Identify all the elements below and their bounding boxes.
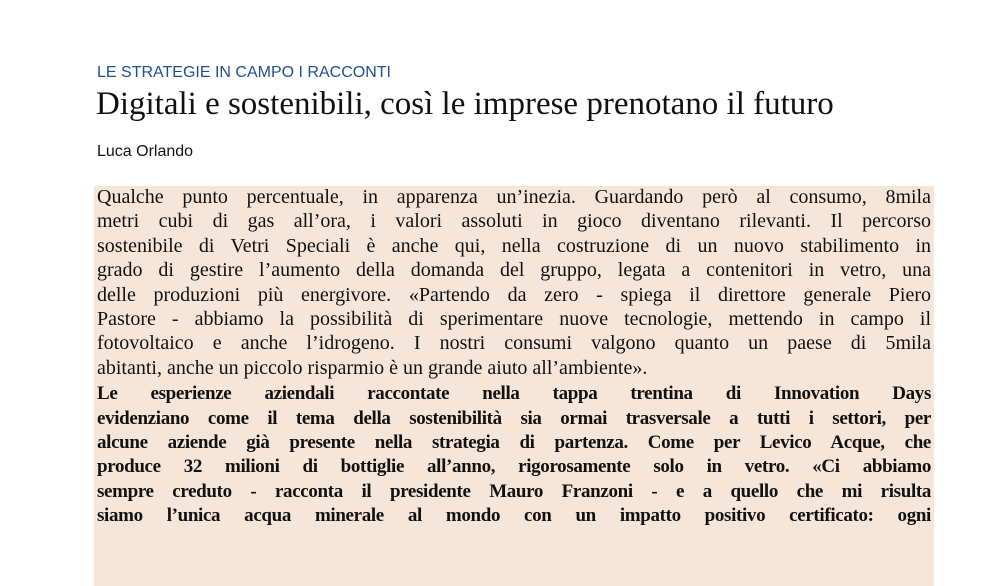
paragraph-2-bold xyxy=(94,383,934,529)
text-line: evidenziano come il tema della sostenibilità sia ormai trasversale a tutti i settori, per xyxy=(97,407,931,429)
text-line: Le esperienze aziendali raccontate nella tappa trentina di Innovation Days xyxy=(97,383,931,405)
text-line: grado di gestire l’aumento della domanda del gruppo, legata a contenitori in vetro, una xyxy=(97,259,931,282)
text-line: sempre creduto - racconta il presidente Mauro Franzoni - e a quello che mi risulta xyxy=(97,480,931,502)
paragraph-1 xyxy=(94,186,934,381)
text-line: fotovoltaico e anche l’idrogeno. I nostri consumi valgono quanto un paese di 5mila xyxy=(97,332,931,355)
text-line: Qualche punto percentuale, in apparenza un’inezia. Guardando però al consumo, 8mila xyxy=(97,186,931,208)
text-line: produce 32 milioni di bottiglie all’anno, rigorosamente solo in vetro. «Ci abbiamo xyxy=(97,456,931,478)
text-line: alcune aziende già presente nella strategia di partenza. Come per Levico Acque, che xyxy=(97,431,931,453)
article-body xyxy=(94,186,934,586)
article-author: Luca Orlando xyxy=(97,143,194,160)
text-line: metri cubi di gas all’ora, i valori assoluti in gioco diventano rilevanti. Il percorso xyxy=(97,210,931,233)
text-line: Pastore - abbiamo la possibilità di sperimentare nuove tecnologie, mettendo in campo il xyxy=(97,307,931,330)
text-line: sostenibile di Vetri Speciali è anche qui, nella costruzione di un nuovo stabilimento in xyxy=(97,234,931,257)
text-line: delle produzioni più energivore. «Partendo da zero - spiega il direttore generale Piero xyxy=(97,283,931,306)
article-title: Digitali e sostenibili, così le imprese prenotano il futuro xyxy=(96,86,834,122)
text-line: abitanti, anche un piccolo risparmio è un grande aiuto all’ambiente». xyxy=(97,356,648,379)
text-line: siamo l’unica acqua minerale al mondo con un impatto positivo certificato: ogni xyxy=(97,505,931,527)
section-kicker: LE STRATEGIE IN CAMPO I RACCONTI xyxy=(97,64,391,81)
